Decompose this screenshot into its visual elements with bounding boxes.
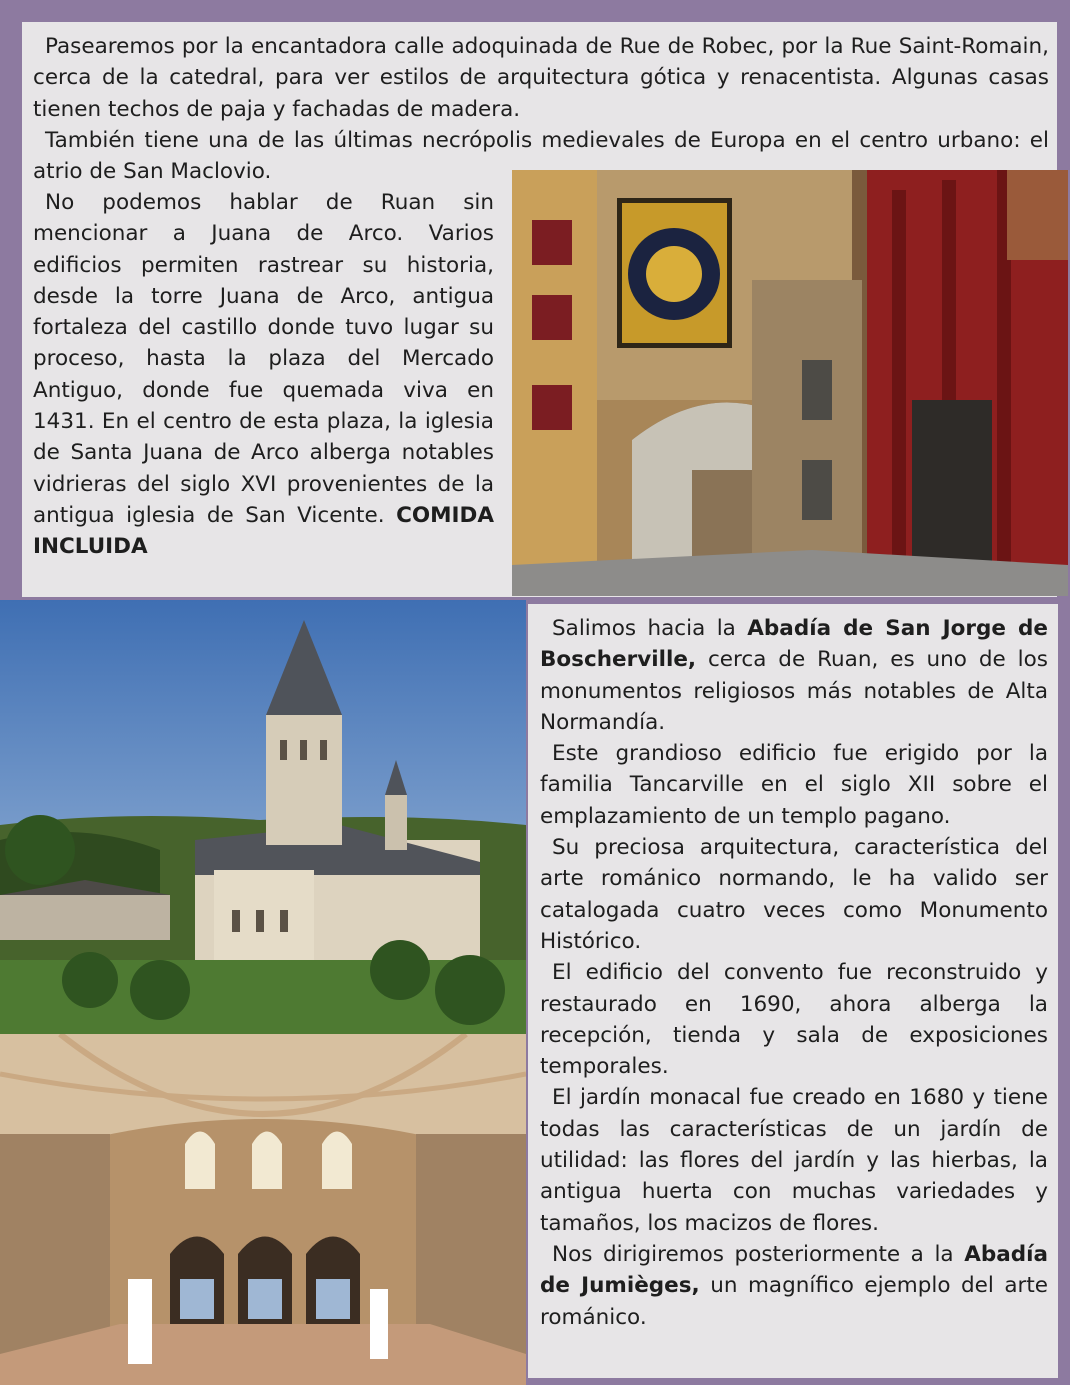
abbey-paragraph-1	[540, 613, 1048, 738]
abbey-chapter-house-interior-photo	[0, 1034, 526, 1385]
intro-text	[33, 31, 1049, 187]
abbey-text	[540, 613, 1048, 1333]
boscherville-name: Abadía de San Jorge de Boscherville,	[540, 616, 1048, 673]
abbey-paragraph-2: Este grandioso edificio fue erigido por la familia Tancarville en el siglo XII sobre el emplazamiento de un templo pagano.	[540, 741, 1048, 829]
abbey-paragraph-3: Su preciosa arquitectura, característica del arte románico normando, le ha valido ser catalogada cuatro veces como Monumento Histórico.	[540, 835, 1048, 954]
abbey-p6-rest: un magnífico ejemplo del arte románico.	[540, 1273, 1048, 1330]
juana-body: No podemos hablar de Ruan sin mencionar a Juana de Arco. Varios edificios permiten rastrear su historia, desde la torre Juana de Arco, antigua fortaleza del castillo donde tuvo lugar su proceso, hasta la plaza del Mercado Antiguo, donde fue quemada viva en 1431. En el centro de esta plaza, la iglesia de Santa Juana de Arco alberga notables vidrieras del siglo XVI provenientes de la antigua iglesia de San Vicente.	[33, 190, 494, 528]
juana-paragraph	[33, 187, 494, 563]
abbey-paragraph-6	[540, 1239, 1048, 1333]
abbey-paragraph-4: El edificio del convento fue reconstruido y restaurado en 1690, ahora alberga la recepción, tienda y sala de exposiciones temporales.	[540, 960, 1048, 1080]
intro-paragraph-1: Pasearemos por la encantadora calle adoquinada de Rue de Robec, por la Rue Saint-Romain, cerca de la catedral, para ver estilos de arquitectura gótica y renacentista. Algunas casas tienen techos de paja y fachadas de madera.	[33, 34, 1049, 122]
intro-paragraph-2: También tiene una de las últimas necrópolis medievales de Europa en el centro urbano: el atrio de San Maclovio.	[33, 127, 1049, 185]
abbey-p6-intro: Nos dirigiremos posteriormente a la	[552, 1241, 954, 1267]
juana-de-arco-text	[33, 187, 494, 563]
abbey-paragraph-5: El jardín monacal fue creado en 1680 y tiene todas las características de un jardín de utilidad: las flores del jardín y las hierbas, la antigua huerta con muchas variedades y tamaños, los macizos de flores.	[540, 1085, 1048, 1236]
comida-incluida-label: COMIDA INCLUIDA	[33, 502, 494, 560]
abbey-p1-rest: cerca de Ruan, es uno de los monumentos religiosos más notables de Alta Normandía.	[540, 647, 1048, 735]
jumieges-name: Abadía de Jumièges,	[540, 1241, 1048, 1299]
abbey-p1-intro: Salimos hacia la	[552, 616, 736, 641]
rouen-gros-horloge-street-photo	[512, 170, 1068, 596]
boscherville-abbey-photo	[0, 600, 526, 1034]
